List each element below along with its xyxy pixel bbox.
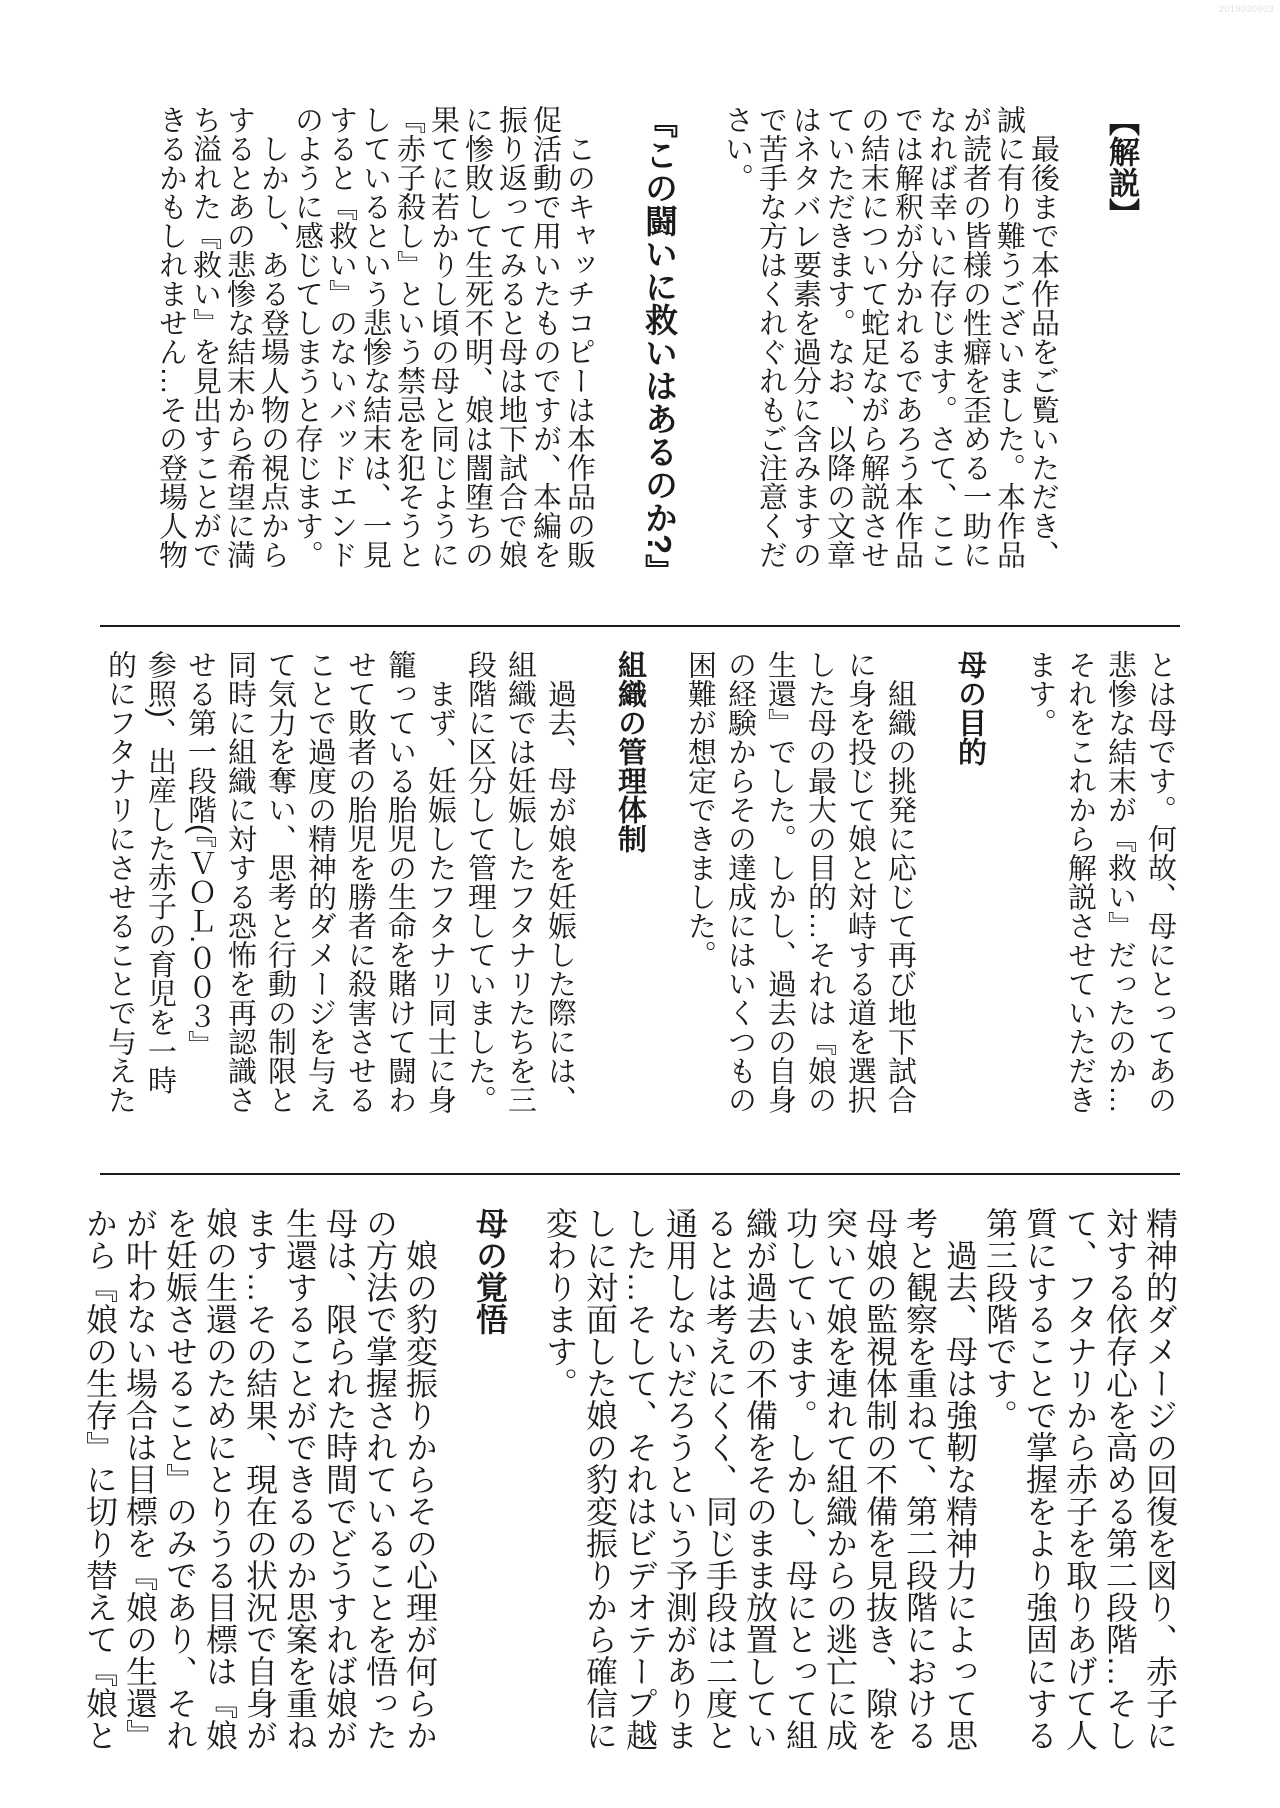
text-column: ます。 [1024, 650, 1056, 737]
text-column: の結末について蛇足ながら解説させ [857, 105, 889, 569]
paragraph [100, 650, 460, 1120]
text-column: このキャッチコピーは本作品の販 [563, 105, 595, 569]
text-column: した母の最大の目的…それは『娘の [804, 650, 836, 1114]
text-column: 振り返ってみると母は地下試合で娘 [495, 105, 527, 569]
text-column: 娘の豹変振りからその心理が何らか [402, 1207, 438, 1751]
text-column: 悲惨な結末が『救い』だったのか… [1104, 650, 1136, 1114]
text-column: 過去、母は強靭な精神力によって思 [942, 1207, 978, 1751]
text-column: の方法で掌握されていることを悟った [362, 1207, 398, 1751]
paragraph [680, 650, 920, 1120]
paragraph [290, 105, 596, 575]
section-heading-catchcopy [638, 105, 680, 588]
text-column: 誠に有り難うございました。本作品 [993, 105, 1025, 569]
text-column: 過去、母が娘を妊娠した際には、 [544, 650, 576, 1114]
section-divider [100, 625, 1180, 627]
paragraph [980, 1207, 1180, 1757]
text-band-middle [100, 650, 1180, 1120]
text-column: ことで過度の精神的ダメージを与え [304, 650, 336, 1114]
text-column: きるかもしれません…その登場人物 [155, 105, 187, 569]
text-column: 段階に区分して管理していました。 [464, 650, 496, 1114]
text-column: 母の目的 [954, 650, 986, 766]
text-column: 織が過去の不備をそのまま放置してい [742, 1207, 778, 1751]
text-column: 功しています。しかし、母にとって組 [782, 1207, 818, 1751]
text-column: 的にフタナリにさせることで与えた [104, 650, 136, 1114]
text-column: するとあの悲惨な結末から希望に満 [223, 105, 255, 569]
text-column: した…そして、それはビデオテープ越 [622, 1207, 658, 1751]
text-column: から『娘の生存』に切り替えて『娘と [82, 1207, 118, 1751]
text-column: 母の覚悟 [472, 1207, 508, 1335]
text-column: が叶わない場合は目標を『娘の生還』 [122, 1207, 158, 1751]
text-column: 生還』でした。しかし、過去の自身 [764, 650, 796, 1114]
text-column: 精神的ダメージの回復を図り、赤子に [1142, 1207, 1178, 1751]
paragraph [80, 1207, 440, 1757]
text-column: それをこれから解説させていただき [1064, 650, 1096, 1114]
text-column: 同時に組織に対する恐怖を再認識さ [224, 650, 256, 1114]
text-column: なれば幸いに存じます。さて、ここ [925, 105, 957, 569]
text-column: るとは考えにくく、同じ手段は二度と [702, 1207, 738, 1751]
text-column: て気力を奪い、思考と行動の制限と [264, 650, 296, 1114]
paragraph [540, 1207, 980, 1757]
text-column: 籠っている胎児の生命を賭けて闘わ [384, 650, 416, 1114]
text-column: 困難が想定できました。 [684, 650, 716, 969]
text-column: 娘の生還のためにとりうる目標は『娘 [202, 1207, 238, 1751]
text-column: とは母です。何故、母にとってあの [1144, 650, 1176, 1114]
text-column: ていただきます。なお、以降の文章 [823, 105, 855, 569]
watermark-code: 2019030903 [1218, 4, 1274, 14]
text-column: はネタバレ要素を過分に含みますの [789, 105, 821, 569]
text-column: 『この闘いに救いはあるのか?』 [641, 105, 678, 588]
text-column: で苦手な方はくれぐれもご注意くだ [755, 105, 787, 569]
text-column: しに対面した娘の豹変振りから確信に [582, 1207, 618, 1751]
text-column: 変わります。 [542, 1207, 578, 1399]
text-band-bottom [82, 1207, 1180, 1757]
paragraph [1020, 650, 1180, 1120]
section-heading-kaisetsu [1102, 105, 1140, 575]
text-column: さい。 [721, 105, 753, 192]
text-column: ち溢れた『救い』を見出すことがで [189, 105, 221, 569]
paragraph [154, 105, 290, 575]
text-column: 促活動で用いたものですが、本編を [529, 105, 561, 569]
paragraph [720, 105, 1060, 575]
text-column: 『赤子殺し』という禁忌を犯そうと [393, 105, 425, 569]
text-column: の経験からその達成にはいくつもの [724, 650, 756, 1114]
text-column: 組織の管理体制 [614, 650, 646, 853]
text-column: まず、妊娠したフタナリ同士に身 [424, 650, 456, 1114]
text-column: 考と観察を重ねて、第二段階における [902, 1207, 938, 1751]
text-column: のように感じてしまうと存じます。 [291, 105, 323, 569]
text-column: 生還することができるのか思案を重ね [282, 1207, 318, 1751]
text-column: に身を投じて娘と対峙する道を選択 [844, 650, 876, 1114]
section-heading-haha-no-kakugo [470, 1207, 510, 1757]
text-column: 突いて娘を連れて組織からの逃亡に成 [822, 1207, 858, 1751]
section-heading-soshiki-no-kanri-taisei [610, 650, 650, 1120]
text-column: 【解説】 [1104, 105, 1139, 229]
text-column: 最後まで本作品をご覧いただき、 [1027, 105, 1059, 569]
text-column: に惨敗して生死不明、娘は闇堕ちの [461, 105, 493, 569]
text-column: 対する依存心を高める第二段階…そし [1102, 1207, 1138, 1751]
text-column: 組織の挑発に応じて再び地下試合 [884, 650, 916, 1114]
text-column: 通用しないだろうという予測がありま [662, 1207, 698, 1751]
text-band-top [100, 105, 1180, 588]
section-heading-haha-no-mokuteki [950, 650, 990, 1120]
paragraph [460, 650, 580, 1120]
text-column: 参照)、出産した赤子の育児を一時 [144, 650, 176, 1095]
text-column: 果てに若かりし頃の母と同じように [427, 105, 459, 569]
text-column: が読者の皆様の性癖を歪める一助に [959, 105, 991, 569]
text-column: せて敗者の胎児を勝者に殺害させる [344, 650, 376, 1114]
text-column: 組織では妊娠したフタナリたちを三 [504, 650, 536, 1114]
text-column: では解釈が分かれるであろう本作品 [891, 105, 923, 569]
text-column: せる第一段階(『ＶＯＬ.００３』 [184, 650, 216, 1060]
text-column: ます…その結果、現在の状況で自身が [242, 1207, 278, 1751]
text-column: 質にすることで掌握をより強固にする [1022, 1207, 1058, 1751]
text-column: 母は、限られた時間でどうすれば娘が [322, 1207, 358, 1751]
text-column: 第三段階です。 [982, 1207, 1018, 1431]
section-divider [100, 1173, 1180, 1175]
text-column: すると『救い』のないバッドエンド [325, 105, 357, 569]
text-column: 母娘の監視体制の不備を見抜き、隙を [862, 1207, 898, 1751]
text-column: しかし、ある登場人物の視点から [257, 105, 289, 569]
text-column: て、フタナリから赤子を取りあげて人 [1062, 1207, 1098, 1751]
text-column: しているという悲惨な結末は、一見 [359, 105, 391, 569]
text-column: を妊娠させること』のみであり、それ [162, 1207, 198, 1751]
